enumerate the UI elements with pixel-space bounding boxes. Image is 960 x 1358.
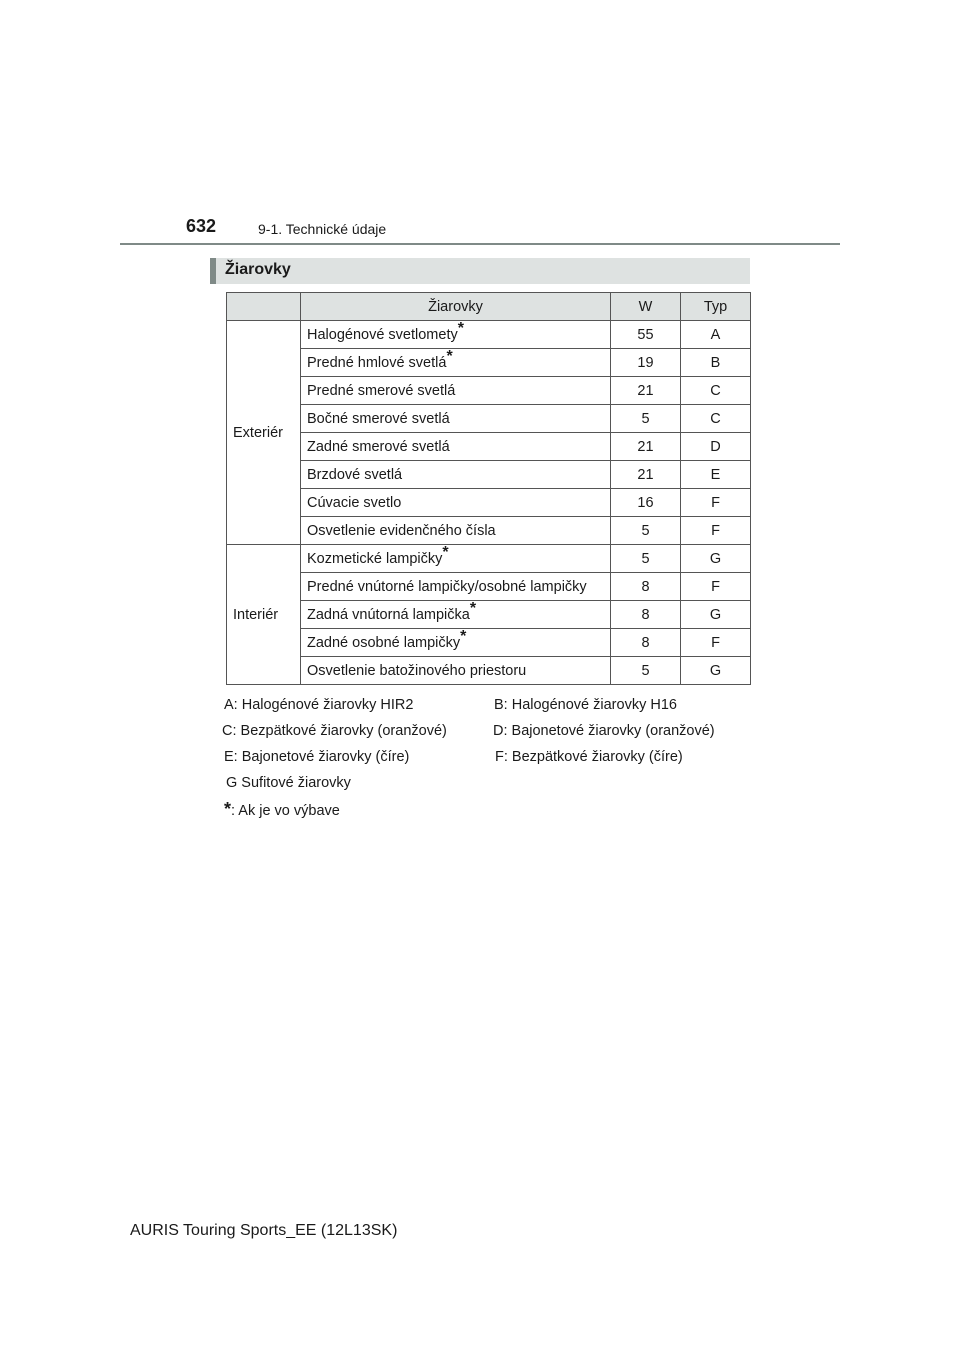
table-row <box>227 657 751 685</box>
legend-d: D: Bajonetové žiarovky (oranžové) <box>493 723 715 739</box>
bulb-name-cell <box>301 461 611 489</box>
optional-equipment-star: * <box>446 347 453 365</box>
table-row <box>227 461 751 489</box>
footnote <box>224 799 340 820</box>
legend-g: G Sufitové žiarovky <box>226 775 351 791</box>
optional-equipment-star: * <box>460 627 467 645</box>
bulb-name: Zadná vnútorná lampička <box>307 606 470 623</box>
table-row <box>227 517 751 545</box>
bulb-name-cell <box>301 377 611 405</box>
optional-equipment-star: * <box>469 599 477 617</box>
watt-cell: 5 <box>611 405 681 433</box>
heading-bar <box>210 258 750 284</box>
watt-cell: 16 <box>611 489 681 517</box>
bulb-name-cell <box>301 405 611 433</box>
watt-cell: 55 <box>611 321 681 349</box>
header-divider <box>120 243 840 245</box>
section-title: 9-1. Technické údaje <box>258 221 387 237</box>
group-label: Exteriér <box>227 321 301 545</box>
column-header-group <box>227 293 301 321</box>
type-cell: A <box>681 321 751 349</box>
bulb-name-cell <box>301 349 611 377</box>
table-body <box>227 321 751 685</box>
watt-cell: 5 <box>611 657 681 685</box>
watt-cell: 21 <box>611 377 681 405</box>
bulb-name-cell <box>301 573 611 601</box>
type-cell: G <box>681 657 751 685</box>
page-number: 632 <box>186 216 217 236</box>
column-header-bulb: Žiarovky <box>301 293 611 321</box>
bulb-name: Zadné smerové svetlá <box>307 438 450 455</box>
watt-cell: 5 <box>611 545 681 573</box>
table-row <box>227 545 751 573</box>
type-cell: C <box>681 377 751 405</box>
footnote-text: : Ak je vo výbave <box>231 803 340 819</box>
bulb-table <box>226 292 751 685</box>
legend-c: C: Bezpätkové žiarovky (oranžové) <box>222 723 447 739</box>
watt-cell: 8 <box>611 573 681 601</box>
bulb-name: Predné hmlové svetlá <box>307 354 447 371</box>
table-row <box>227 601 751 629</box>
bulb-name-cell <box>301 545 611 573</box>
footnote-star: * <box>224 799 232 819</box>
table-row <box>227 405 751 433</box>
type-cell: G <box>681 601 751 629</box>
watt-cell: 21 <box>611 433 681 461</box>
table-row <box>227 433 751 461</box>
bulb-name-cell <box>301 629 611 657</box>
type-cell: G <box>681 545 751 573</box>
watt-cell: 8 <box>611 629 681 657</box>
bulb-name: Osvetlenie batožinového priestoru <box>307 662 527 679</box>
group-label: Interiér <box>227 545 301 685</box>
legend-b: B: Halogénové žiarovky H16 <box>494 697 677 713</box>
legend-e: E: Bajonetové žiarovky (číre) <box>224 749 410 765</box>
bulb-name-cell <box>301 657 611 685</box>
legend-a: A: Halogénové žiarovky HIR2 <box>224 697 414 713</box>
watt-cell: 21 <box>611 461 681 489</box>
bulb-name-cell <box>301 433 611 461</box>
type-cell: F <box>681 629 751 657</box>
heading-title: Žiarovky <box>225 261 291 278</box>
bulb-name-cell <box>301 489 611 517</box>
type-cell: C <box>681 405 751 433</box>
legend-f: F: Bezpätkové žiarovky (číre) <box>495 749 683 765</box>
type-cell: F <box>681 573 751 601</box>
bulb-name-cell <box>301 601 611 629</box>
table-row <box>227 377 751 405</box>
column-header-type: Typ <box>681 293 751 321</box>
bulb-name: Cúvacie svetlo <box>307 494 402 511</box>
watt-cell: 8 <box>611 601 681 629</box>
watt-cell: 5 <box>611 517 681 545</box>
table-row <box>227 489 751 517</box>
bulb-name: Zadné osobné lampičky <box>307 634 461 651</box>
column-header-watt: W <box>611 293 681 321</box>
table-row <box>227 321 751 349</box>
footer-model: AURIS Touring Sports_EE (12L13SK) <box>130 1222 398 1239</box>
table-row <box>227 573 751 601</box>
bulb-name: Osvetlenie evidenčného čísla <box>307 522 496 539</box>
table-header-row <box>227 293 751 321</box>
type-cell: E <box>681 461 751 489</box>
bulb-name: Brzdové svetlá <box>307 466 403 483</box>
bulb-name: Kozmetické lampičky <box>307 550 443 567</box>
watt-cell: 19 <box>611 349 681 377</box>
type-cell: B <box>681 349 751 377</box>
bulb-name-cell <box>301 321 611 349</box>
optional-equipment-star: * <box>457 319 464 337</box>
type-cell: F <box>681 517 751 545</box>
type-cell: D <box>681 433 751 461</box>
bulb-name-cell <box>301 517 611 545</box>
table-row <box>227 629 751 657</box>
bulb-name: Bočné smerové svetlá <box>307 410 450 427</box>
bulb-name: Predné smerové svetlá <box>307 382 456 399</box>
bulb-name: Predné vnútorné lampičky/osobné lampičky <box>307 578 587 595</box>
optional-equipment-star: * <box>442 543 449 561</box>
table-row <box>227 349 751 377</box>
bulb-name: Halogénové svetlomety <box>307 326 458 343</box>
type-cell: F <box>681 489 751 517</box>
